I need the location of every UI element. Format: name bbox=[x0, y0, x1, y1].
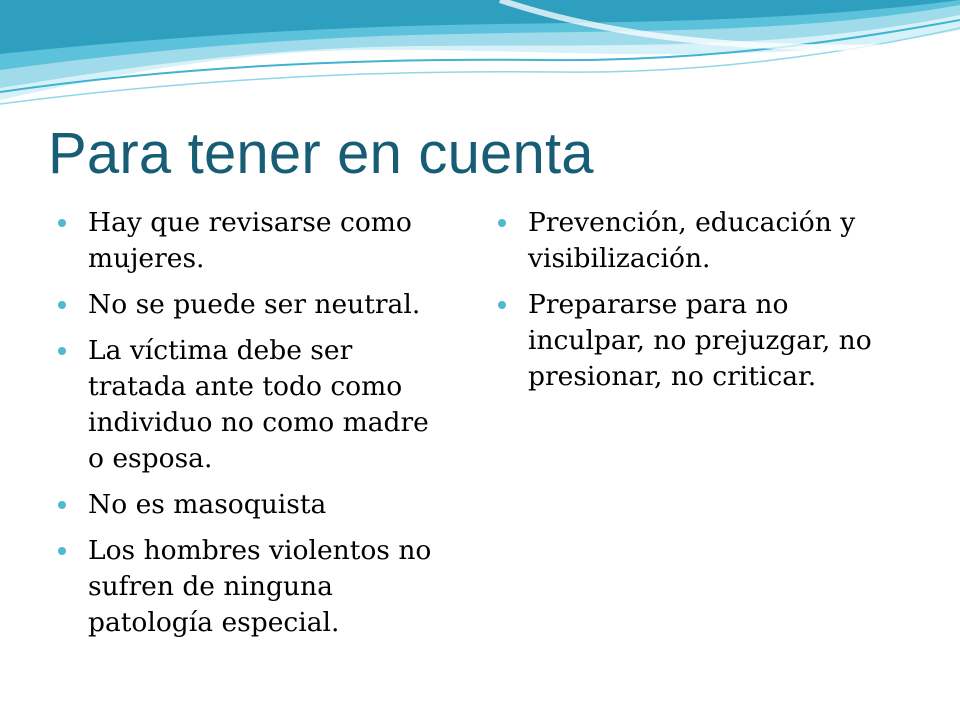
bullet-text: No se puede ser neutral. bbox=[88, 289, 421, 320]
bullet-dot-icon bbox=[498, 219, 506, 227]
bullet-text: Los hombres violentos no sufren de ninguna patología especial. bbox=[88, 535, 432, 638]
list-item bbox=[58, 205, 448, 277]
list-item bbox=[58, 333, 448, 477]
list-item bbox=[58, 487, 448, 523]
bullet-text: Prepararse para no inculpar, no prejuzgar, no presionar, no criticar. bbox=[528, 289, 872, 392]
list-item bbox=[58, 287, 448, 323]
right-bullet-list bbox=[498, 205, 898, 405]
header-wave-decoration bbox=[0, 0, 960, 120]
bullet-text: Prevención, educación y visibilización. bbox=[528, 207, 856, 274]
list-item bbox=[498, 205, 898, 277]
slide-title: Para tener en cuenta bbox=[48, 121, 594, 186]
bullet-dot-icon bbox=[58, 547, 66, 555]
bullet-dot-icon bbox=[498, 301, 506, 309]
bullet-dot-icon bbox=[58, 347, 66, 355]
bullet-dot-icon bbox=[58, 501, 66, 509]
bullet-dot-icon bbox=[58, 301, 66, 309]
bullet-text: No es masoquista bbox=[88, 489, 327, 520]
bullet-text: La víctima debe ser tratada ante todo como individuo no como madre o esposa. bbox=[88, 335, 429, 474]
bullet-dot-icon bbox=[58, 219, 66, 227]
left-bullet-list bbox=[58, 205, 448, 651]
list-item bbox=[498, 287, 898, 395]
list-item bbox=[58, 533, 448, 641]
bullet-text: Hay que revisarse como mujeres. bbox=[88, 207, 412, 274]
